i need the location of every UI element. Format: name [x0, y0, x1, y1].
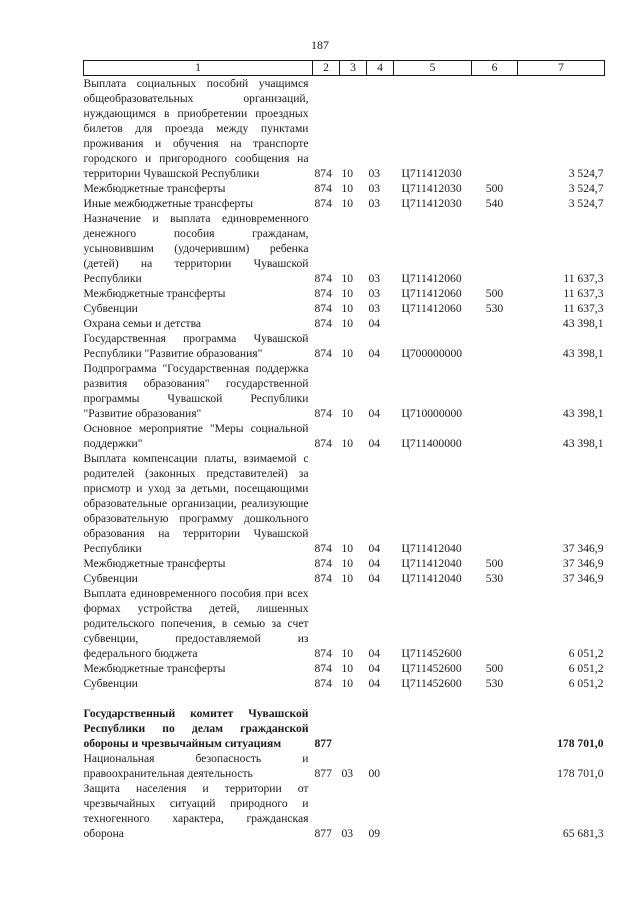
row-name: Национальная безопасность и правоохранительная деятельность	[83, 752, 309, 780]
row-ministry-code: 874	[314, 197, 332, 210]
row-name: Иные межбюджетные трансферты	[83, 197, 254, 210]
row-name: Государственный комитет Чувашской Республики по делам гражданской обороны и чрезвычайным ситуациям	[83, 707, 309, 750]
row-section-code: 10	[341, 182, 354, 195]
budget-table	[83, 60, 605, 841]
header-col-2: 2	[313, 61, 340, 76]
row-target-article: Ц700000000	[401, 347, 463, 360]
table-row	[84, 76, 605, 182]
row-expense-type: 530	[485, 572, 504, 585]
row-target-article: Ц711452600	[401, 647, 462, 660]
row-amount: 6 051,2	[568, 662, 604, 675]
row-subsection-code: 03	[368, 272, 381, 285]
row-name: Межбюджетные трансферты	[83, 287, 226, 300]
row-target-article: Ц711412060	[401, 287, 462, 300]
row-amount: 6 051,2	[568, 647, 604, 660]
row-ministry-code: 874	[314, 317, 332, 330]
row-amount: 65 681,3	[562, 827, 604, 840]
row-target-article: Ц711412030	[401, 197, 462, 210]
row-amount: 37 346,9	[562, 557, 604, 570]
row-amount: 178 701,0	[557, 767, 604, 780]
row-subsection-code: 04	[368, 407, 381, 420]
row-ministry-code: 874	[314, 167, 332, 180]
header-col-3: 3	[340, 61, 367, 76]
row-name: Защита населения и территории от чрезвычайных ситуаций природного и техногенного характера, гражданская оборона	[83, 782, 309, 840]
row-amount: 37 346,9	[562, 572, 604, 585]
table-header-row	[84, 61, 605, 76]
row-ministry-code: 874	[314, 182, 332, 195]
row-target-article: Ц711452600	[401, 662, 462, 675]
table-row	[84, 586, 605, 661]
row-target-article: Ц711412060	[401, 302, 462, 315]
row-amount: 43 398,1	[562, 437, 604, 450]
row-subsection-code	[367, 706, 394, 751]
row-name: Субвенции	[83, 302, 138, 315]
table-row	[84, 781, 605, 841]
row-ministry-code: 874	[314, 437, 332, 450]
row-expense-type	[472, 316, 518, 331]
row-ministry-code: 874	[314, 677, 332, 690]
row-ministry-code: 874	[314, 647, 332, 660]
header-col-1: 1	[84, 61, 313, 76]
row-ministry-code: 877	[314, 827, 332, 840]
row-section-code: 10	[341, 542, 354, 555]
row-target-article: Ц711412060	[401, 272, 462, 285]
row-expense-type	[472, 586, 518, 661]
row-target-article: Ц710000000	[401, 407, 463, 420]
row-name: Основное мероприятие "Меры социальной поддержки"	[83, 422, 309, 450]
row-subsection-code: 03	[368, 197, 381, 210]
row-expense-type	[472, 211, 518, 286]
spacer-cell	[84, 691, 605, 706]
row-subsection-code: 04	[368, 317, 381, 330]
table-row	[84, 751, 605, 781]
spacer-row	[84, 691, 605, 706]
row-target-article: Ц711452600	[401, 677, 462, 690]
row-ministry-code: 874	[314, 557, 332, 570]
row-subsection-code: 04	[368, 677, 381, 690]
row-expense-type: 500	[485, 182, 504, 195]
table-row	[84, 316, 605, 331]
table-row	[84, 211, 605, 286]
row-target-article: Ц711412040	[401, 557, 462, 570]
row-amount: 3 524,7	[568, 182, 604, 195]
row-section-code: 10	[341, 167, 354, 180]
row-section-code: 10	[341, 272, 354, 285]
row-subsection-code: 04	[368, 662, 381, 675]
row-name: Субвенции	[83, 572, 138, 585]
page-number: 187	[311, 38, 329, 52]
row-subsection-code: 04	[368, 542, 381, 555]
row-name: Выплата социальных пособий учащимся общеобразовательных организаций, нуждающимся в приобретении проездных билетов для проезда между пунктами проживания и обучения на транспорте городского и пригородного сообщения на территории Чувашской Республики	[83, 77, 309, 180]
row-target-article	[394, 781, 472, 841]
row-name: Назначение и выплата единовременного денежного пособия гражданам, усыновившим (удочерившим) ребенка (детей) на территории Чувашской Республики	[83, 212, 309, 285]
row-name: Межбюджетные трансферты	[83, 557, 226, 570]
row-ministry-code: 874	[314, 287, 332, 300]
row-ministry-code: 874	[314, 407, 332, 420]
row-name: Охрана семьи и детства	[83, 317, 202, 330]
row-subsection-code: 00	[368, 767, 381, 780]
table-row	[84, 706, 605, 751]
row-expense-type	[472, 781, 518, 841]
row-target-article: Ц711412040	[401, 572, 462, 585]
row-amount: 11 637,3	[563, 302, 604, 315]
row-subsection-code: 03	[368, 287, 381, 300]
row-section-code: 10	[341, 347, 354, 360]
table-row	[84, 451, 605, 556]
row-expense-type	[472, 331, 518, 361]
row-name: Выплата компенсации платы, взимаемой с родителей (законных представителей) за присмотр и уход за детьми, посещающими образовательные организации, реализующие образовательную программу дошкольного образования на территории Чувашской Республики	[83, 452, 309, 555]
row-target-article: Ц711412030	[401, 182, 462, 195]
row-amount: 43 398,1	[562, 407, 604, 420]
row-name: Выплата единовременного пособия при всех формах устройства детей, лишенных родительского попечения, в семью за счет субвенции, предоставляемой из федерального бюджета	[83, 587, 309, 660]
row-amount: 37 346,9	[562, 542, 604, 555]
row-expense-type	[472, 361, 518, 421]
header-col-5: 5	[394, 61, 472, 76]
row-section-code	[340, 706, 367, 751]
row-name: Государственная программа Чувашской Республики "Развитие образования"	[83, 332, 309, 360]
row-section-code: 03	[341, 827, 354, 840]
row-ministry-code: 874	[314, 302, 332, 315]
row-subsection-code: 04	[368, 557, 381, 570]
table-row	[84, 331, 605, 361]
row-amount: 43 398,1	[562, 347, 604, 360]
table-row	[84, 661, 605, 676]
row-expense-type	[472, 76, 518, 182]
row-section-code: 10	[341, 287, 354, 300]
row-expense-type: 530	[485, 677, 504, 690]
row-name: Межбюджетные трансферты	[83, 182, 226, 195]
row-section-code: 10	[341, 317, 354, 330]
row-target-article	[394, 751, 472, 781]
row-subsection-code: 03	[368, 167, 381, 180]
row-target-article	[394, 706, 472, 751]
row-name: Межбюджетные трансферты	[83, 662, 226, 675]
row-section-code: 10	[341, 197, 354, 210]
row-target-article: Ц711412030	[401, 167, 462, 180]
row-amount: 11 637,3	[563, 287, 604, 300]
row-amount: 3 524,7	[568, 197, 604, 210]
row-name: Субвенции	[83, 677, 138, 690]
table-row	[84, 676, 605, 691]
header-col-7: 7	[518, 61, 605, 76]
row-expense-type: 530	[485, 302, 504, 315]
row-expense-type: 540	[485, 197, 504, 210]
header-col-6: 6	[472, 61, 518, 76]
row-section-code: 10	[341, 557, 354, 570]
header-col-4: 4	[367, 61, 394, 76]
row-expense-type: 500	[485, 662, 504, 675]
row-ministry-code: 874	[314, 542, 332, 555]
row-ministry-code: 877	[314, 767, 332, 780]
row-amount: 6 051,2	[568, 677, 604, 690]
row-expense-type: 500	[485, 557, 504, 570]
row-section-code: 10	[341, 647, 354, 660]
row-amount: 11 637,3	[563, 272, 604, 285]
table-row	[84, 556, 605, 571]
row-expense-type	[472, 706, 518, 751]
table-row	[84, 286, 605, 301]
table-row	[84, 421, 605, 451]
row-target-article: Ц711412040	[401, 542, 462, 555]
row-name: Подпрограмма "Государственная поддержка развития образования" государственной программы Чувашской Республики "Развитие образования"	[83, 362, 309, 420]
row-ministry-code: 877	[314, 737, 332, 750]
row-amount: 3 524,7	[568, 167, 604, 180]
table-row	[84, 181, 605, 196]
row-section-code: 10	[341, 437, 354, 450]
row-subsection-code: 04	[368, 437, 381, 450]
row-subsection-code: 04	[368, 347, 381, 360]
row-subsection-code: 09	[368, 827, 381, 840]
row-section-code: 10	[341, 302, 354, 315]
row-expense-type	[472, 421, 518, 451]
row-target-article: Ц711400000	[401, 437, 462, 450]
row-amount: 43 398,1	[562, 317, 604, 330]
row-ministry-code: 874	[314, 662, 332, 675]
row-ministry-code: 874	[314, 272, 332, 285]
row-ministry-code: 874	[314, 347, 332, 360]
row-target-article	[394, 316, 472, 331]
row-section-code: 03	[341, 767, 354, 780]
row-expense-type: 500	[485, 287, 504, 300]
row-section-code: 10	[341, 677, 354, 690]
row-amount: 178 701,0	[557, 737, 604, 750]
row-section-code: 10	[341, 407, 354, 420]
table-row	[84, 361, 605, 421]
row-ministry-code: 874	[314, 572, 332, 585]
row-subsection-code: 03	[368, 302, 381, 315]
row-section-code: 10	[341, 662, 354, 675]
row-section-code: 10	[341, 572, 354, 585]
row-subsection-code: 04	[368, 647, 381, 660]
table-row	[84, 196, 605, 211]
row-subsection-code: 03	[368, 182, 381, 195]
row-expense-type	[472, 751, 518, 781]
table-row	[84, 301, 605, 316]
row-subsection-code: 04	[368, 572, 381, 585]
row-expense-type	[472, 451, 518, 556]
table-row	[84, 571, 605, 586]
